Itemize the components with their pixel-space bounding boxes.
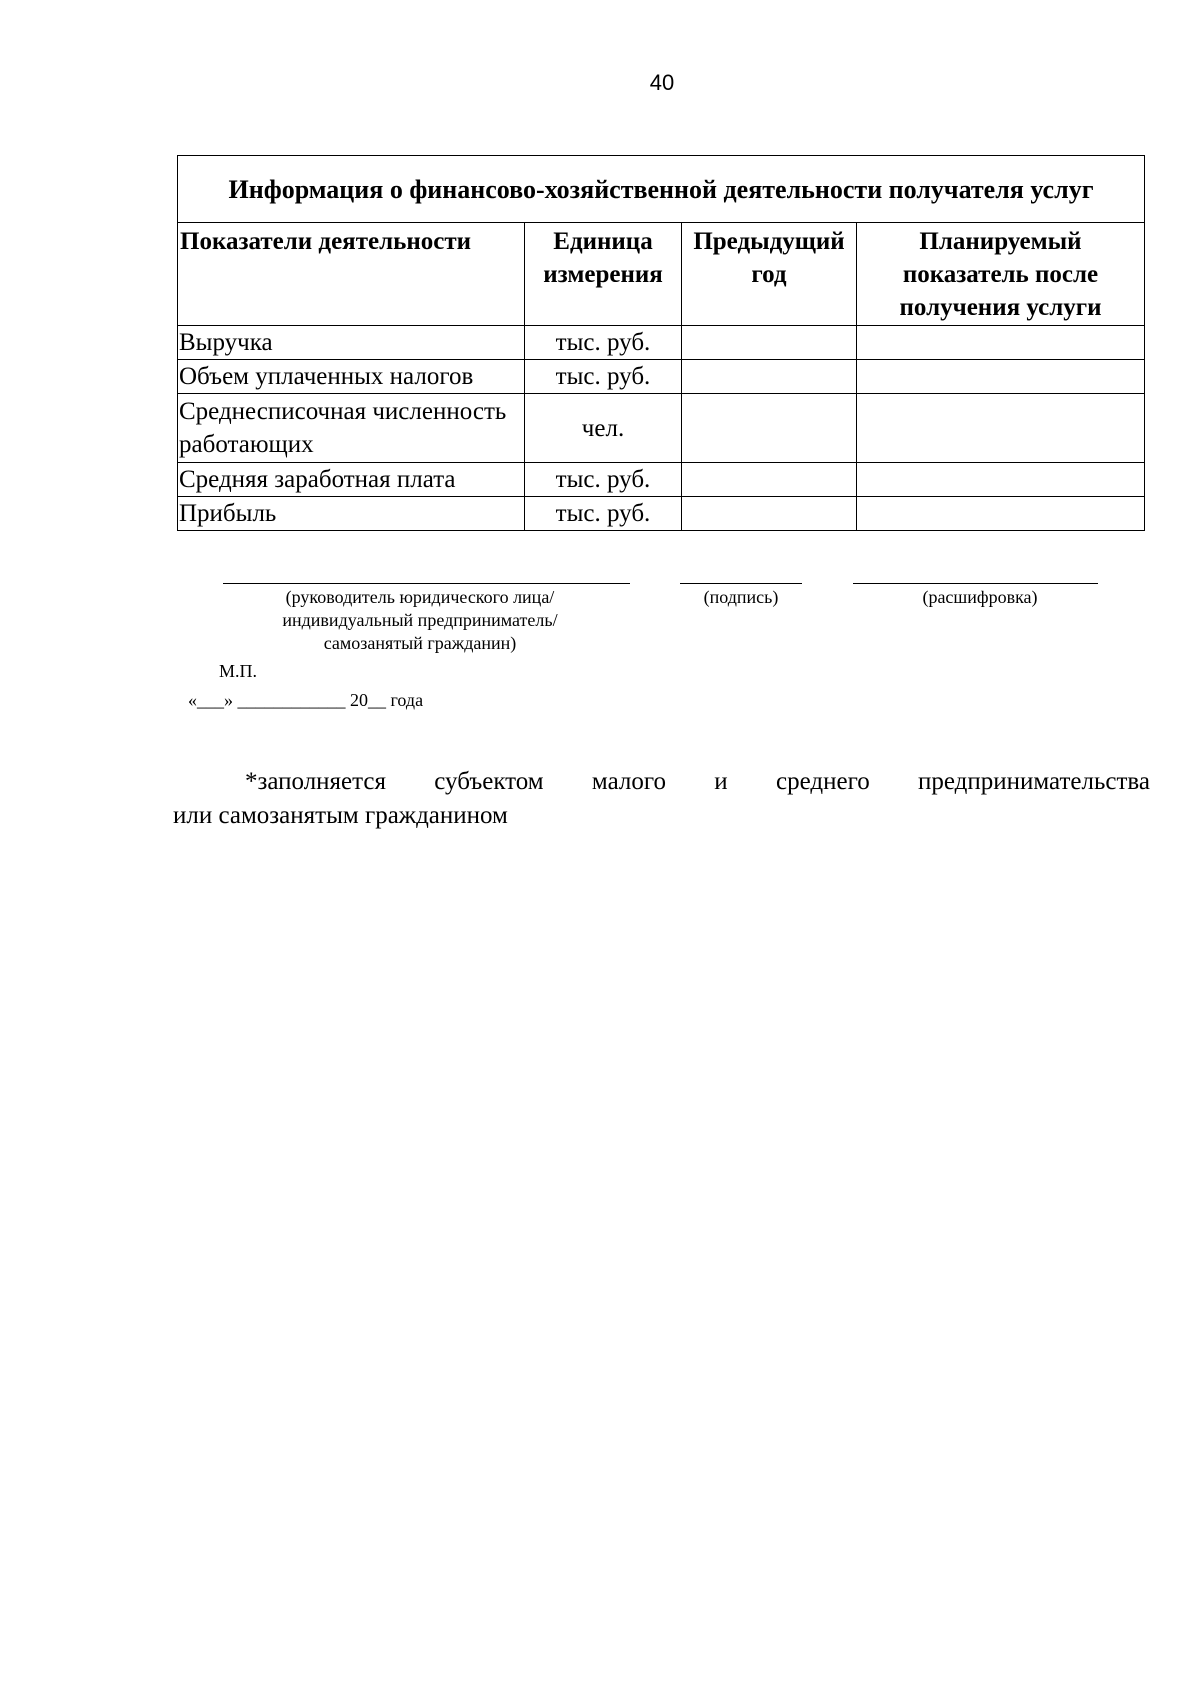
row-previous-value[interactable]	[682, 394, 857, 463]
row-label: Выручка	[178, 326, 525, 360]
table-row	[178, 394, 1145, 463]
footnote-line: или самозанятым гражданином	[173, 802, 508, 829]
footnote	[173, 765, 1150, 833]
row-unit: тыс. руб.	[525, 463, 682, 497]
row-previous-value[interactable]	[682, 463, 857, 497]
head-caption	[240, 586, 600, 655]
table-row	[178, 497, 1145, 531]
row-previous-value[interactable]	[682, 497, 857, 531]
head-signature-line[interactable]	[223, 583, 630, 584]
row-label: Средняя заработная плата	[178, 463, 525, 497]
footnote-line: *заполняется субъектом малого и среднего предпринимательства	[245, 768, 1150, 795]
decode-signature-line[interactable]	[853, 583, 1098, 584]
row-unit: тыс. руб.	[525, 360, 682, 394]
table-row	[178, 326, 1145, 360]
row-label: Прибыль	[178, 497, 525, 531]
table-title: Информация о финансово-хозяйственной деятельности получателя услуг	[178, 156, 1145, 223]
row-previous-value[interactable]	[682, 360, 857, 394]
header-indicators: Показатели деятельности	[178, 223, 525, 326]
financial-info-table	[177, 155, 1145, 531]
header-previous-year: Предыдущий год	[682, 223, 857, 326]
decode-caption: (расшифровка)	[922, 587, 1038, 607]
row-planned-value[interactable]	[857, 326, 1145, 360]
row-planned-value[interactable]	[857, 360, 1145, 394]
row-planned-value[interactable]	[857, 497, 1145, 531]
row-previous-value[interactable]	[682, 326, 857, 360]
table-row	[178, 360, 1145, 394]
header-planned: Планируемый показатель после получения услуги	[857, 223, 1145, 326]
sign-caption: (подпись)	[703, 587, 779, 607]
head-caption-line: самозанятый гражданин)	[323, 633, 517, 653]
stamp-label: М.П.	[219, 661, 258, 681]
row-unit: тыс. руб.	[525, 497, 682, 531]
head-caption-line: индивидуальный предприниматель/	[282, 610, 558, 630]
table-row	[178, 463, 1145, 497]
row-unit: чел.	[525, 394, 682, 463]
row-label: Среднесписочная численность работающих	[178, 394, 525, 463]
row-unit: тыс. руб.	[525, 326, 682, 360]
head-caption-line: (руководитель юридического лица/	[285, 587, 555, 607]
date-line[interactable]: «___» ____________ 20__ года	[188, 690, 424, 710]
row-planned-value[interactable]	[857, 463, 1145, 497]
header-unit: Единица измерения	[525, 223, 682, 326]
row-label: Объем уплаченных налогов	[178, 360, 525, 394]
row-planned-value[interactable]	[857, 394, 1145, 463]
signature-line[interactable]	[680, 583, 802, 584]
page-number: 40	[649, 70, 675, 95]
